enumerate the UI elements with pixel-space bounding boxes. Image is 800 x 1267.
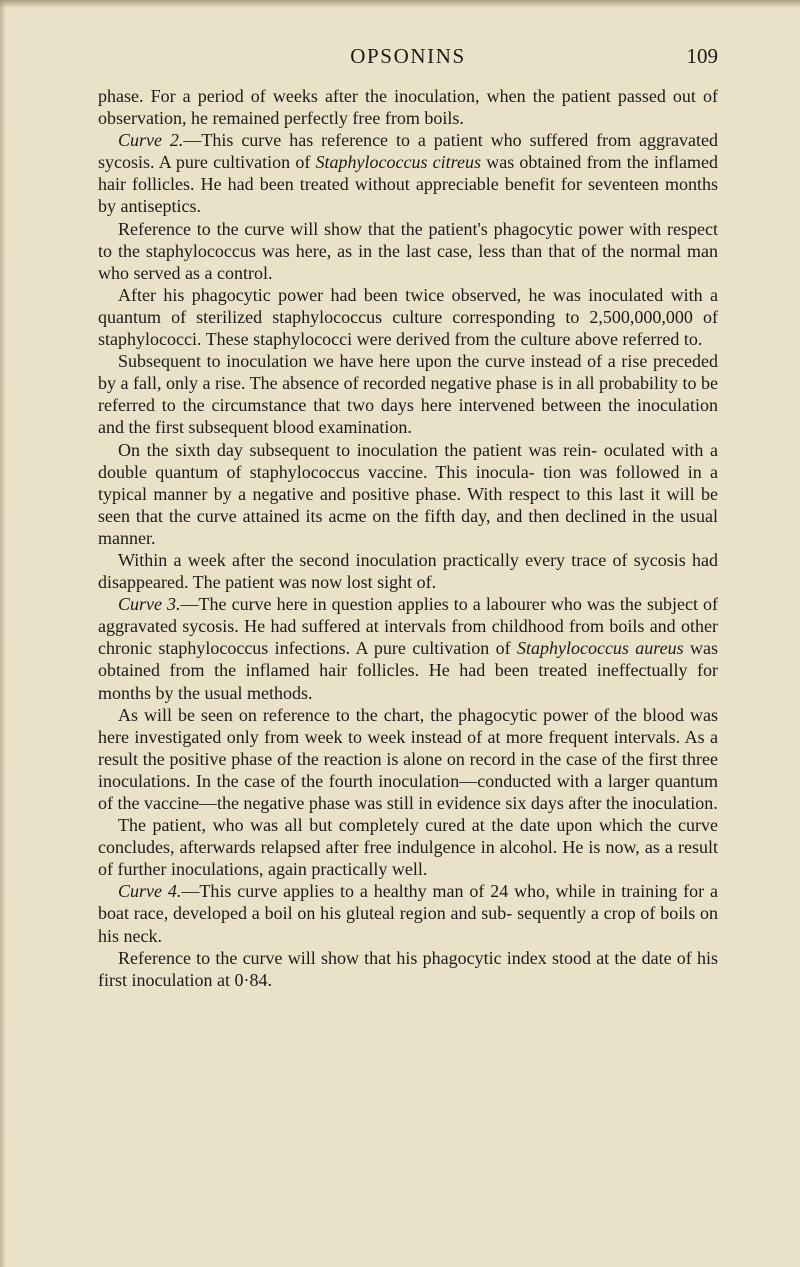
paragraph-text: was obtained from the inflamed hair follicles. He had been treated without appreciable benefit for seventeen months by antiseptics.: [98, 152, 718, 217]
paragraph-1: [98, 85, 718, 129]
top-edge-shadow: [0, 0, 800, 8]
paragraph-text: After his phagocytic power had been twice observed, he was inoculated with a quantum of sterilized staphylococcus culture corresponding to 2,500,000,000 of staphylococci. These staphylococci were derived from the culture above referred to.: [98, 284, 718, 350]
species-name: Staphylococcus aureus: [516, 638, 684, 659]
paragraph-text: was obtained from the inflamed hair follicles. He had been treated ineffectually for months by the usual methods.: [98, 638, 719, 703]
paragraph-5: [98, 350, 718, 438]
paragraph-12: [98, 947, 718, 991]
paragraph-6: [98, 439, 718, 549]
paragraph-text: Reference to the curve will show that the patient's phagocytic power with respect to the staphylococcus was here, as in the last case, less than that of the normal man who served as a control.: [98, 218, 718, 283]
curve-label: Curve 4.: [118, 881, 182, 902]
paragraph-curve-2: [98, 129, 718, 217]
paragraph-text: On the sixth day subsequent to inoculation the patient was rein- oculated with a double quantum of staphylococcus vaccine. This inocula- tion was followed in a typical manner by a negative and positive phase. With respect to this last it will be seen that the curve attained its acme on the fifth day, and then declined in the usual manner.: [98, 439, 718, 548]
paragraph-text: Reference to the curve will show that his phagocytic index stood at the date of his first inoculation at 0·84.: [98, 947, 718, 990]
page-edge-shadow: [0, 0, 6, 1267]
paragraph-text: Within a week after the second inoculation practically every trace of sycosis had disappeared. The patient was now lost sight of.: [98, 549, 718, 593]
paragraph-curve-3: [98, 593, 718, 703]
body-text: [98, 85, 718, 991]
paragraph-7: [98, 549, 718, 593]
paragraph-9: [98, 704, 718, 814]
paragraph-text: —The curve here in question applies to a labourer who was the subject of aggravated sycosis. He had suffered at intervals from childhood from boils and other chronic staphylococcus infections. A pure cultivation of: [98, 594, 718, 659]
paragraph-text: —This curve has reference to a patient who suffered from aggravated sycosis. A pure cultivation of: [98, 130, 718, 173]
page-header: [98, 44, 718, 74]
paragraph-text: phase. For a period of weeks after the inoculation, when the patient passed out of observation, he remained perfectly free from boils.: [98, 86, 718, 129]
paragraph-text: As will be seen on reference to the chart, the phagocytic power of the blood was here investigated only from week to week instead of at more frequent intervals. As a result the positive phase of the reaction is alone on record in the case of the first three inoculations. In the case of the fourth inoculation—conducted with a larger quantum of the vaccine—the negative phase was still in evidence six days after the inoculation.: [98, 704, 718, 813]
paragraph-curve-4: [98, 880, 718, 946]
curve-label: Curve 3.: [118, 594, 181, 615]
paragraph-text: —This curve applies to a healthy man of 24 who, while in training for a boat race, developed a boil on his gluteal region and sub- sequently a crop of boils on his neck.: [98, 881, 718, 946]
page-number: 109: [686, 44, 718, 68]
paragraph-text: Subsequent to inoculation we have here upon the curve instead of a rise preceded by a fall, only a rise. The absence of recorded negative phase is in all probability to be referred to the circumstance that two days here intervened between the inoculation and the first subsequent blood examination.: [98, 351, 718, 438]
paragraph-text: The patient, who was all but completely cured at the date upon which the curve concludes, afterwards relapsed after free indulgence in alcohol. He is now, as a result of further inoculations, again practically well.: [98, 815, 718, 880]
paragraph-10: [98, 814, 718, 880]
paragraph-4: [98, 284, 718, 350]
paragraph-3: [98, 218, 718, 284]
species-name: Staphylococcus citreus: [315, 152, 482, 173]
curve-label: Curve 2.: [118, 130, 184, 151]
running-title: OPSONINS: [350, 44, 466, 68]
